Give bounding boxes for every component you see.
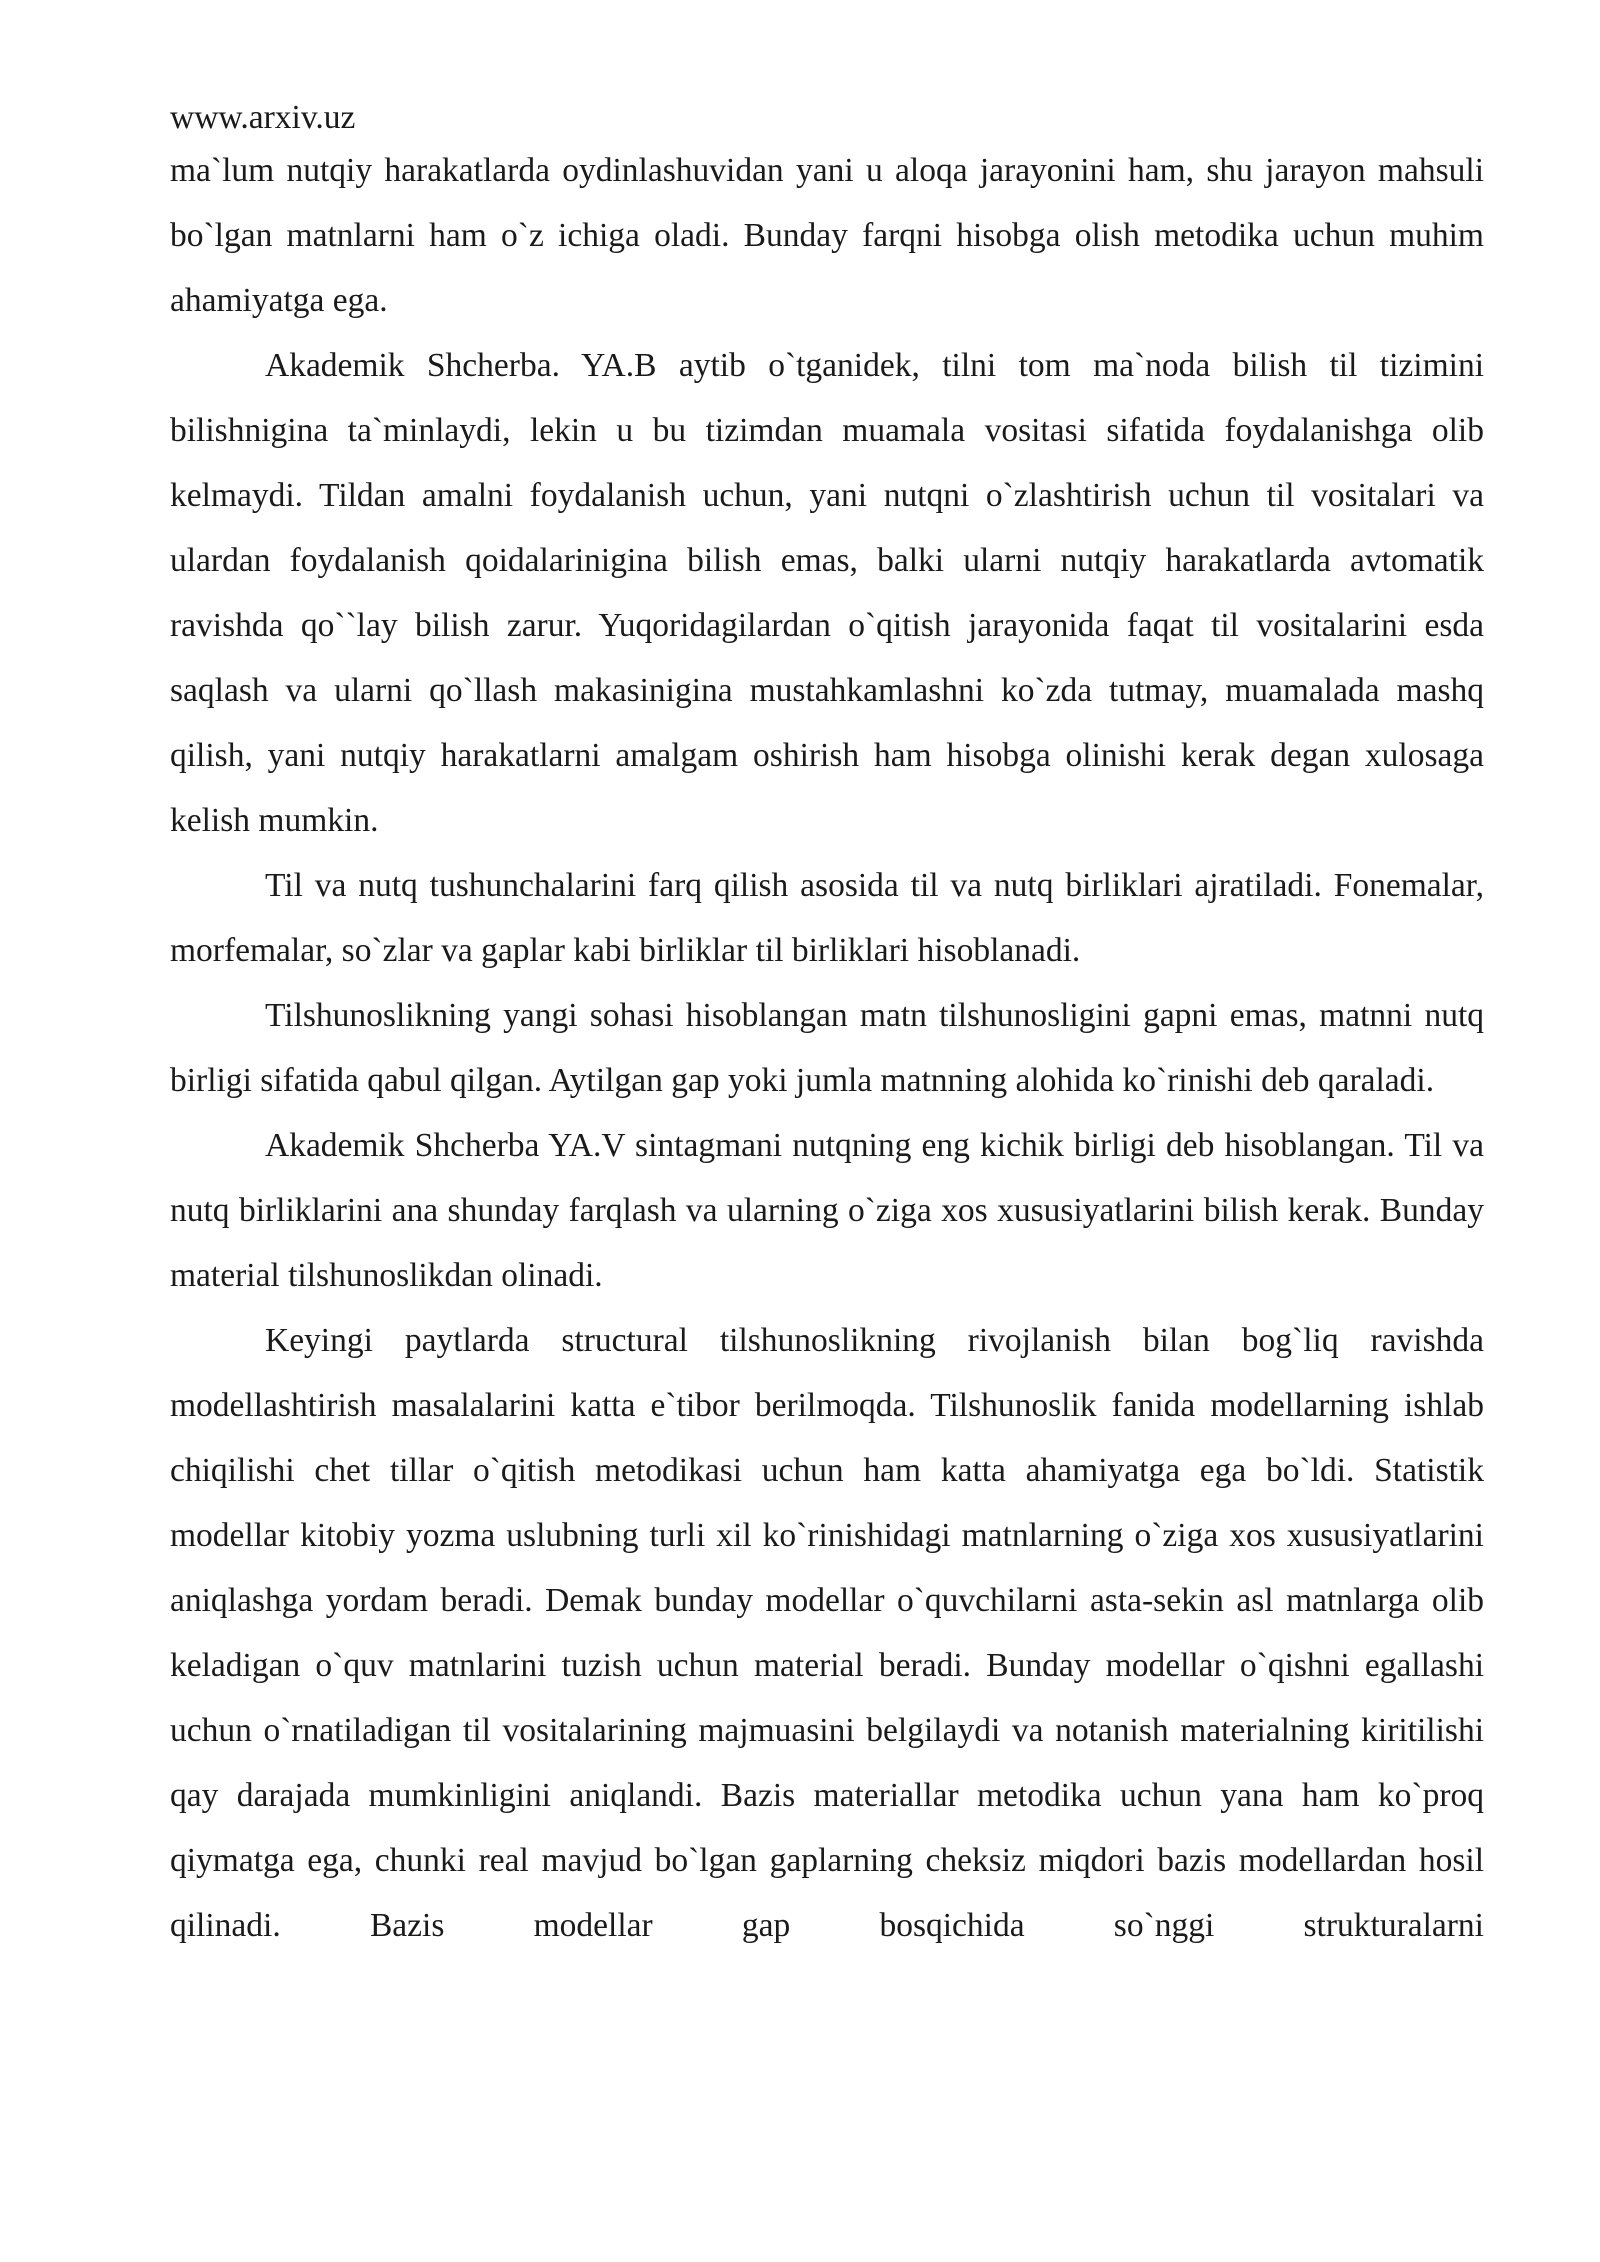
paragraph-4: Tilshunoslikning yangi sohasi hisoblangan matn tilshunosligini gapni emas, matnni nutq birligi sifatida qabul qilgan. Aytilgan gap yoki jumla matnning alohida ko`rinishi deb qaraladi. bbox=[170, 997, 1484, 1099]
paragraph-3: Til va nutq tushunchalarini farq qilish asosida til va nutq birliklari ajratiladi. Fonemalar, morfemalar, so`zlar va gaplar kabi birliklar til birliklari hisoblanadi. bbox=[170, 867, 1484, 969]
document-page bbox=[170, 98, 1484, 1958]
paragraph-6 last-paragraph: Keyingi paytlarda structural tilshunoslikning rivojlanish bilan bog`liq ravishda modellashtirish masalalarini katta e`tibor berilmoqda. Tilshunoslik fanida modellarning ishlab chiqilishi chet tillar o`qitish metodikasi uchun ham katta ahamiyatga ega bo`ldi. Statistik modellar kitobiy yozma uslubning turli xil ko`rinishidagi matnlarning o`ziga xos xususiyatlarini aniqlashga yordam beradi. Demak bunday modellar o`quvchilarni asta-sekin asl matnlarga olib keladigan o`quv matnlarini tuzish uchun material beradi. Bunday modellar o`qishni egallashi uchun o`rnatiladigan til vositalarining majmuasini belgilaydi va notanish materialning kiritilishi qay darajada mumkinligini aniqlandi. Bazis materiallar metodika uchun yana ham ko`proq qiymatga ega, chunki real mavjud bo`lgan gaplarning cheksiz miqdori bazis modellardan hosil qilinadi. Bazis modellar gap bosqichida so`nggi strukturalarni bbox=[170, 1322, 1484, 1944]
paragraph-2: Akademik Shcherba. YA.B aytib o`tganidek, tilni tom ma`noda bilish til tizimini bilishnigina ta`minlaydi, lekin u bu tizimdan muamala vositasi sifatida foydalanishga olib kelmaydi. Tildan amalni foydalanish uchun, yani nutqni o`zlashtirish uchun til vositalari va ulardan foydalanish qoidalarinigina bilish emas, balki ularni nutqiy harakatlarda avtomatik ravishda qo``lay bilish zarur. Yuqoridagilardan o`qitish jarayonida faqat til vositalarini esda saqlash va ularni qo`llash makasinigina mustahkamlashni ko`zda tutmay, muamalada mashq qilish, yani nutqiy harakatlarni amalgam oshirish ham hisobga olinishi kerak degan xulosaga kelish mumkin. bbox=[170, 347, 1484, 839]
paragraph-1: ma`lum nutqiy harakatlarda oydinlashuvidan yani u aloqa jarayonini ham, shu jarayon mahsuli bo`lgan matnlarni ham o`z ichiga oladi. Bunday farqni hisobga olish metodika uchun muhim ahamiyatga ega. bbox=[170, 152, 1484, 319]
paragraph-5: Akademik Shcherba YA.V sintagmani nutqning eng kichik birligi deb hisoblangan. Til va nutq birliklarini ana shunday farqlash va ularning o`ziga xos xususiyatlarini bilish kerak. Bunday material tilshunoslikdan olinadi. bbox=[170, 1127, 1484, 1294]
site-header: www.arxiv.uz bbox=[170, 99, 356, 136]
